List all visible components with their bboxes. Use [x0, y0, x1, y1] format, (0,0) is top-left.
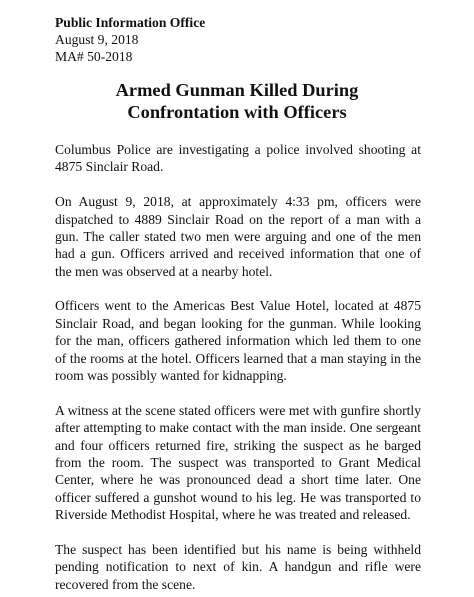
press-release-body [55, 141, 421, 593]
release-date: August 9, 2018 [55, 32, 139, 47]
document-header [55, 14, 205, 65]
paragraph-3: Officers went to the Americas Best Value Hotel, located at 4875 Sinclair Road, and began looking for the gunman. While looking for the man, officers gathered information which led them to one of the rooms at the hotel. Officers learned that a man staying in the room was possibly wanted for kidnapping. [55, 298, 421, 384]
title-line-1: Armed Gunman Killed During [115, 80, 359, 100]
ma-number: MA# 50-2018 [55, 49, 133, 64]
paragraph-1: Columbus Police are investigating a police involved shooting at 4875 Sinclair Road. [55, 142, 421, 175]
title-line-2: Confrontation with Officers [127, 101, 347, 122]
paragraph-5: The suspect has been identified but his name is being withheld pending notification to next of kin. A handgun and rifle were recovered from the scene. [55, 541, 421, 592]
press-release-title [20, 80, 454, 123]
paragraph-4: A witness at the scene stated officers were met with gunfire shortly after attempting to make contact with the man inside. One sergeant and four officers returned fire, striking the suspect as he barged from the room. The suspect was transported to Grant Medical Center, where he was pronounced dead a short time later. One officer suffered a gunshot wound to his leg. He was transported to Riverside Methodist Hospital, where he was treated and released. [55, 402, 421, 523]
office-name: Public Information Office [55, 15, 206, 30]
paragraph-2: On August 9, 2018, at approximately 4:33 pm, officers were dispatched to 4889 Sinclair Road on the report of a man with a gun. The caller stated two men were arguing and one of the men had a gun. Officers arrived and received information that one of the men was observed at a nearby hotel. [55, 194, 421, 279]
